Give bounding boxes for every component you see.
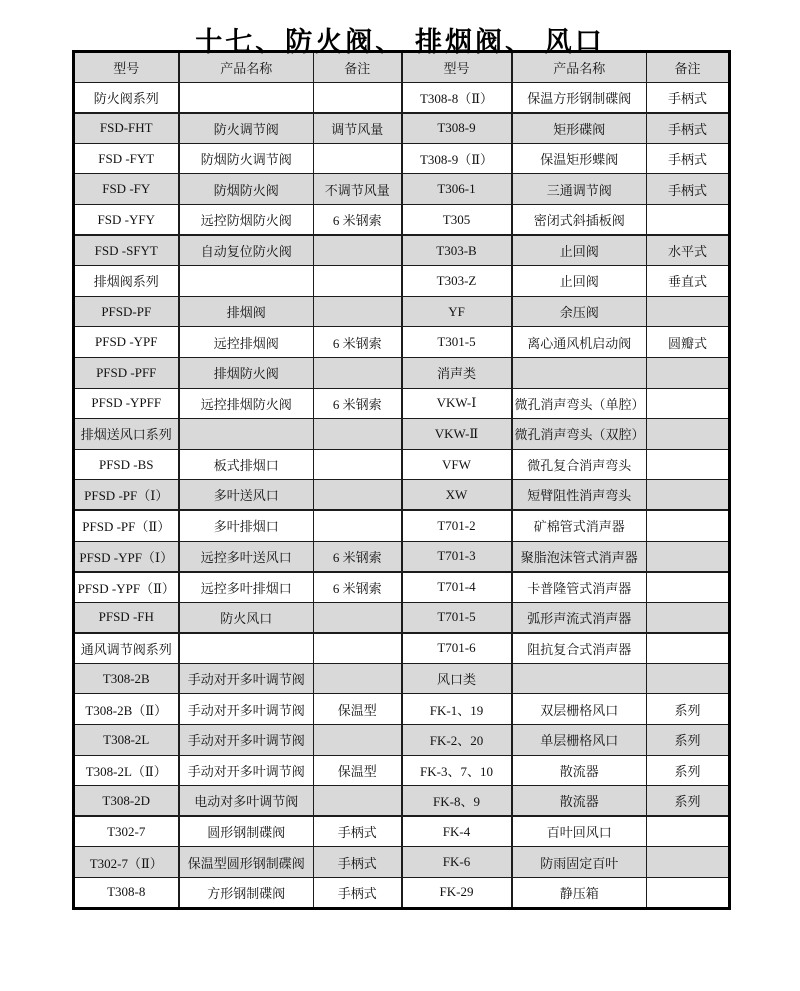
table-cell: 6 米钢索 — [314, 388, 402, 419]
table-cell: 6 米钢索 — [314, 541, 402, 572]
table-cell — [647, 419, 730, 450]
table-cell: 单层栅格风口 — [512, 725, 647, 756]
table-cell — [647, 663, 730, 694]
table-cell: T308-2L（Ⅱ） — [74, 755, 179, 786]
table-cell: 微孔消声弯头（单腔） — [512, 388, 647, 419]
table-cell: 保温方形钢制碟阀 — [512, 82, 647, 113]
table-row — [74, 694, 730, 725]
table-cell — [647, 816, 730, 847]
table-cell: VFW — [402, 449, 512, 480]
table-cell: PFSD -YPF — [74, 327, 179, 358]
table-cell: 静压箱 — [512, 878, 647, 909]
table-row — [74, 82, 730, 113]
table-row — [74, 357, 730, 388]
table-cell: 系列 — [647, 694, 730, 725]
table-cell: 余压阀 — [512, 296, 647, 327]
table-cell — [647, 847, 730, 878]
table-cell: PFSD -PFF — [74, 357, 179, 388]
table-cell: 6 米钢索 — [314, 204, 402, 235]
table-cell — [314, 143, 402, 174]
table-cell — [314, 82, 402, 113]
table-cell: 系列 — [647, 786, 730, 817]
table-cell: T308-8（Ⅱ） — [402, 82, 512, 113]
table-cell: T308-8 — [74, 878, 179, 909]
table-cell: 远控防烟防火阀 — [179, 204, 314, 235]
table-cell: T308-2B（Ⅱ） — [74, 694, 179, 725]
table-cell: VKW-Ⅱ — [402, 419, 512, 450]
table-cell: FK-8、9 — [402, 786, 512, 817]
table-cell — [314, 663, 402, 694]
header-cell: 型号 — [402, 52, 512, 83]
table-cell: FSD -YFY — [74, 204, 179, 235]
table-cell: FK-2、20 — [402, 725, 512, 756]
table-cell: 止回阀 — [512, 235, 647, 266]
table-cell — [179, 266, 314, 297]
table-cell: PFSD -YPF（Ⅰ） — [74, 541, 179, 572]
table-row — [74, 113, 730, 144]
table-cell: 圆瓣式 — [647, 327, 730, 358]
table-cell: 多叶排烟口 — [179, 510, 314, 541]
table-cell: 消声类 — [402, 357, 512, 388]
header-cell: 型号 — [74, 52, 179, 83]
table-cell: 聚脂泡沫管式消声器 — [512, 541, 647, 572]
table-row — [74, 510, 730, 541]
table-cell: 手柄式 — [314, 816, 402, 847]
table-cell: 排烟送风口系列 — [74, 419, 179, 450]
table-cell — [314, 296, 402, 327]
table-cell: T308-9 — [402, 113, 512, 144]
table-cell — [314, 480, 402, 511]
table-cell: 防火调节阀 — [179, 113, 314, 144]
table-cell: 手动对开多叶调节阀 — [179, 755, 314, 786]
table-row — [74, 663, 730, 694]
table-cell: T701-4 — [402, 572, 512, 603]
table-cell: 通风调节阀系列 — [74, 633, 179, 664]
table-cell: 排烟阀系列 — [74, 266, 179, 297]
table-cell — [179, 82, 314, 113]
table-row — [74, 633, 730, 664]
table-cell: T701-3 — [402, 541, 512, 572]
table-row — [74, 755, 730, 786]
table-cell: 系列 — [647, 725, 730, 756]
header-cell: 备注 — [314, 52, 402, 83]
table-cell: FK-3、7、10 — [402, 755, 512, 786]
header-cell: 产品名称 — [179, 52, 314, 83]
table-cell: PFSD -YPF（Ⅱ） — [74, 572, 179, 603]
table-cell: PFSD -FH — [74, 602, 179, 633]
table-cell: 风口类 — [402, 663, 512, 694]
table-row — [74, 725, 730, 756]
table-cell — [314, 786, 402, 817]
table-cell: 防烟防火调节阀 — [179, 143, 314, 174]
table-row — [74, 204, 730, 235]
table-cell: 手柄式 — [647, 143, 730, 174]
table-cell: 远控多叶送风口 — [179, 541, 314, 572]
table-row — [74, 847, 730, 878]
table-cell: 矿棉管式消声器 — [512, 510, 647, 541]
table-cell — [647, 878, 730, 909]
table-cell: 保温型 — [314, 694, 402, 725]
table-cell: FK-4 — [402, 816, 512, 847]
table-cell: XW — [402, 480, 512, 511]
table-body — [74, 82, 730, 908]
table-cell — [314, 725, 402, 756]
table-cell — [179, 419, 314, 450]
table-cell: 6 米钢索 — [314, 572, 402, 603]
table-cell — [647, 449, 730, 480]
table-cell: T303-B — [402, 235, 512, 266]
header-cell: 备注 — [647, 52, 730, 83]
table-cell: 防烟防火阀 — [179, 174, 314, 205]
table-cell: 散流器 — [512, 786, 647, 817]
table-cell: 双层栅格风口 — [512, 694, 647, 725]
table-cell: T308-2B — [74, 663, 179, 694]
table-cell — [314, 357, 402, 388]
table-cell: 手动对开多叶调节阀 — [179, 725, 314, 756]
table-row — [74, 572, 730, 603]
table-cell: YF — [402, 296, 512, 327]
table-cell: 阻抗复合式消声器 — [512, 633, 647, 664]
table-cell — [647, 510, 730, 541]
table-cell: 圆形钢制碟阀 — [179, 816, 314, 847]
table-cell: T701-6 — [402, 633, 512, 664]
table-cell: 手柄式 — [647, 113, 730, 144]
table-cell: T301-5 — [402, 327, 512, 358]
product-table — [72, 50, 731, 910]
table-cell: 不调节风量 — [314, 174, 402, 205]
table-cell: 防火阀系列 — [74, 82, 179, 113]
table-cell: 保温型 — [314, 755, 402, 786]
table-cell: 方形钢制碟阀 — [179, 878, 314, 909]
table-row — [74, 541, 730, 572]
table-cell — [314, 449, 402, 480]
table-cell: 排烟防火阀 — [179, 357, 314, 388]
table-cell — [647, 357, 730, 388]
page-title: 十七、防火阀、 排烟阀、 风口 — [195, 27, 605, 57]
table-cell: PFSD -YPFF — [74, 388, 179, 419]
table-cell: T303-Z — [402, 266, 512, 297]
table-cell: T701-5 — [402, 602, 512, 633]
table-cell: 防雨固定百叶 — [512, 847, 647, 878]
table-row — [74, 878, 730, 909]
table-cell: 自动复位防火阀 — [179, 235, 314, 266]
table-row — [74, 235, 730, 266]
table-cell: 手柄式 — [647, 174, 730, 205]
table-cell — [647, 480, 730, 511]
table-cell: PFSD -PF（Ⅱ） — [74, 510, 179, 541]
table-cell: FSD -SFYT — [74, 235, 179, 266]
table-cell: 弧形声流式消声器 — [512, 602, 647, 633]
table-cell: PFSD-PF — [74, 296, 179, 327]
table-cell: T308-9（Ⅱ） — [402, 143, 512, 174]
table-row — [74, 388, 730, 419]
table-cell: VKW-Ⅰ — [402, 388, 512, 419]
table-cell: 微孔复合消声弯头 — [512, 449, 647, 480]
table-cell — [647, 388, 730, 419]
table-row — [74, 327, 730, 358]
table-cell: 6 米钢索 — [314, 327, 402, 358]
table-cell: 手动对开多叶调节阀 — [179, 663, 314, 694]
table-cell: 多叶送风口 — [179, 480, 314, 511]
table-cell: T308-2D — [74, 786, 179, 817]
table-cell: 垂直式 — [647, 266, 730, 297]
table-row — [74, 143, 730, 174]
table-cell: 三通调节阀 — [512, 174, 647, 205]
table-cell: PFSD -BS — [74, 449, 179, 480]
table-row — [74, 816, 730, 847]
table-cell — [647, 541, 730, 572]
table-cell: PFSD -PF（Ⅰ） — [74, 480, 179, 511]
table-cell: 调节风量 — [314, 113, 402, 144]
table-cell: FK-6 — [402, 847, 512, 878]
table-cell: 防火风口 — [179, 602, 314, 633]
table-cell: 短臂阻性消声弯头 — [512, 480, 647, 511]
table-cell — [647, 296, 730, 327]
table-cell — [314, 235, 402, 266]
table-cell: T306-1 — [402, 174, 512, 205]
table-cell — [647, 633, 730, 664]
header-cell: 产品名称 — [512, 52, 647, 83]
table-cell: 手柄式 — [314, 847, 402, 878]
table-row — [74, 786, 730, 817]
table-cell: 止回阀 — [512, 266, 647, 297]
table-cell — [179, 633, 314, 664]
table-cell — [512, 357, 647, 388]
table-cell — [314, 602, 402, 633]
table-cell: 手柄式 — [647, 82, 730, 113]
table-cell — [512, 663, 647, 694]
table-cell: FSD -FY — [74, 174, 179, 205]
table-cell: 排烟阀 — [179, 296, 314, 327]
table-cell: T701-2 — [402, 510, 512, 541]
table-row — [74, 296, 730, 327]
table-cell: T308-2L — [74, 725, 179, 756]
table-cell: 密闭式斜插板阀 — [512, 204, 647, 235]
table-row — [74, 480, 730, 511]
table-row — [74, 419, 730, 450]
table-cell: 保温矩形蝶阀 — [512, 143, 647, 174]
table-cell — [314, 510, 402, 541]
table-cell: 远控多叶排烟口 — [179, 572, 314, 603]
table-cell — [647, 204, 730, 235]
table-row — [74, 266, 730, 297]
table-cell: 百叶回风口 — [512, 816, 647, 847]
table-cell: T302-7（Ⅱ） — [74, 847, 179, 878]
table-cell: 水平式 — [647, 235, 730, 266]
table-row — [74, 174, 730, 205]
table-cell: FK-29 — [402, 878, 512, 909]
table-cell: 系列 — [647, 755, 730, 786]
table-cell — [314, 419, 402, 450]
table-cell: 矩形碟阀 — [512, 113, 647, 144]
table-cell: 卡普隆管式消声器 — [512, 572, 647, 603]
table-cell: FK-1、19 — [402, 694, 512, 725]
table-cell: 手动对开多叶调节阀 — [179, 694, 314, 725]
table-cell — [314, 266, 402, 297]
table-cell — [314, 633, 402, 664]
table-row — [74, 602, 730, 633]
table-cell: T302-7 — [74, 816, 179, 847]
table-cell: 保温型圆形钢制碟阀 — [179, 847, 314, 878]
table-cell: 远控排烟防火阀 — [179, 388, 314, 419]
table-row — [74, 449, 730, 480]
table-cell: T305 — [402, 204, 512, 235]
table-cell: 板式排烟口 — [179, 449, 314, 480]
table-cell: 手柄式 — [314, 878, 402, 909]
table-cell: FSD -FYT — [74, 143, 179, 174]
table-cell: 远控排烟阀 — [179, 327, 314, 358]
table-cell: 微孔消声弯头（双腔） — [512, 419, 647, 450]
table-cell — [647, 602, 730, 633]
table-cell: 电动对多叶调节阀 — [179, 786, 314, 817]
table-cell: FSD-FHT — [74, 113, 179, 144]
table-cell: 散流器 — [512, 755, 647, 786]
table-cell: 离心通风机启动阀 — [512, 327, 647, 358]
table-cell — [647, 572, 730, 603]
